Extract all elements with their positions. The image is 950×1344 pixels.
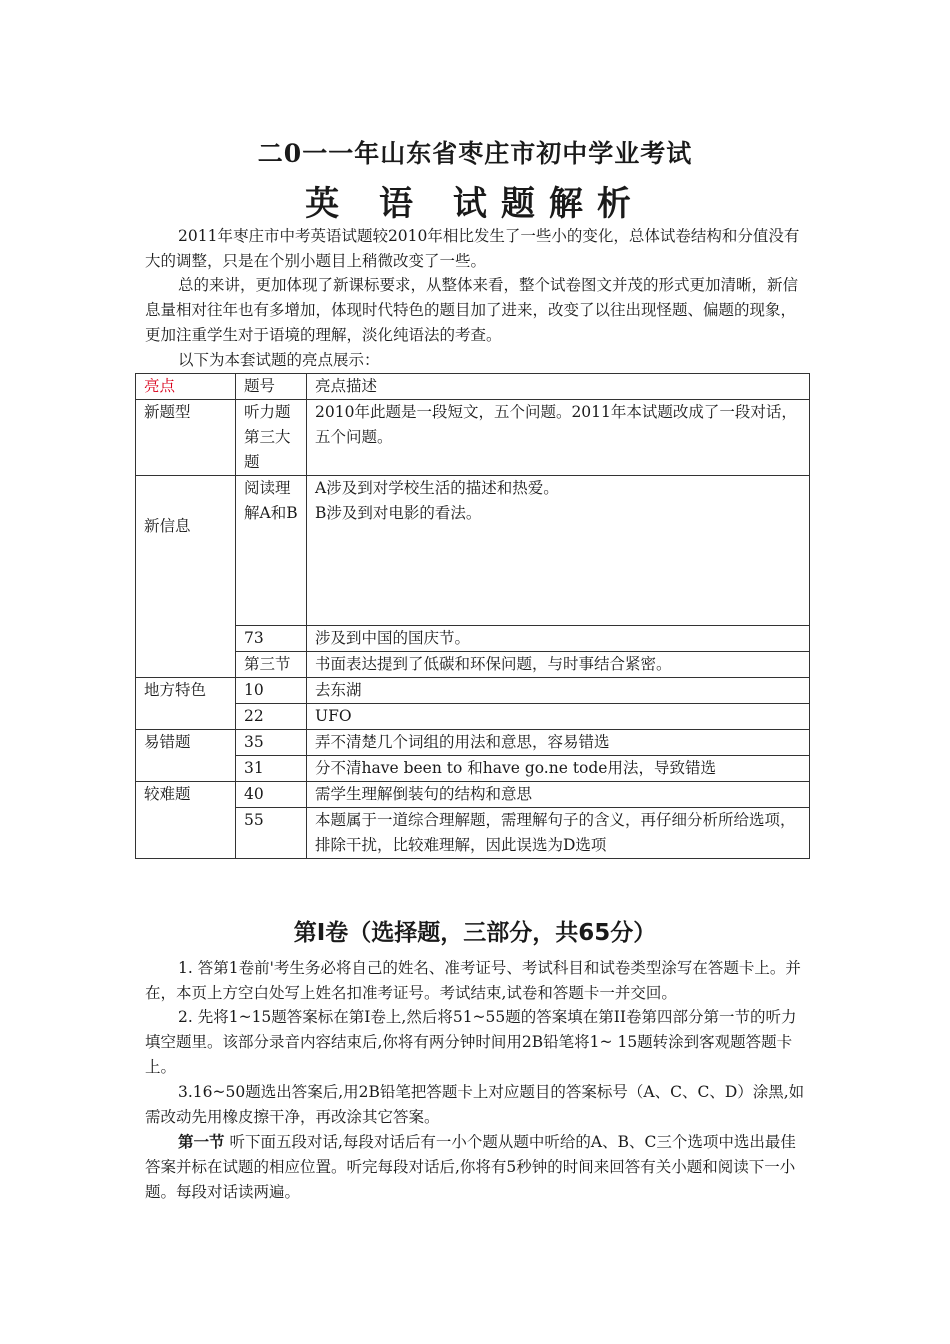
description-cell: UFO (307, 704, 810, 730)
description-cell: 去东湖 (307, 678, 810, 704)
category-cell: 易错题 (136, 730, 236, 782)
category-cell: 新题型 (136, 400, 236, 476)
document-subtitle: 英 语 试题解析 (305, 184, 645, 224)
instruction-3: 3.16~50题选出答案后,用2B铅笔把答题卡上对应题目的答案标号（A、C、C、D）涂黑,如需改动先用橡皮擦干净，再改涂其它答案。 (145, 1083, 805, 1126)
header-description: 亮点描述 (307, 374, 810, 400)
question-cell: 35 (236, 730, 307, 756)
part1-label: 第一节 (178, 1132, 225, 1151)
category-cell: 地方特色 (136, 678, 236, 730)
header-question: 题号 (236, 374, 307, 400)
description-cell: 本题属于一道综合理解题，需理解句子的含义，再仔细分析所给选项，排除干扰，比较难理解，因此误选为D选项 (307, 808, 810, 859)
table-row (136, 704, 810, 730)
table-row (136, 756, 810, 782)
description-line: A涉及到对学校生活的描述和热爱。 (315, 479, 559, 497)
description-cell: 分不清have been to 和have go.ne tode用法，导致错选 (307, 756, 810, 782)
description-line: B涉及到对电影的看法。 (315, 504, 482, 522)
question-cell: 55 (236, 808, 307, 859)
description-cell: 2010年此题是一段短文，五个问题。2011年本试题改成了一段对话，五个问题。 (307, 400, 810, 476)
description-cell: 需学生理解倒装句的结构和意思 (307, 782, 810, 808)
header-highlight: 亮点 (136, 374, 236, 400)
table-row (136, 652, 810, 678)
description-cell: 弄不清楚几个词组的用法和意思，容易错选 (307, 730, 810, 756)
category-cell: 新信息 (136, 476, 236, 678)
table-row (136, 626, 810, 652)
category-cell: 较难题 (136, 782, 236, 859)
table-header-row (136, 374, 810, 400)
instruction-2: 2. 先将1~15题答案标在第I卷上,然后将51~55题的答案填在第II卷第四部分第一节的听力填空题里。该部分录音内容结束后,你将有两分钟时间用2B铅笔将1~ 15题转涂到客观题答题卡上。 (145, 1008, 797, 1076)
part1-text: 听下面五段对话,每段对话后有一小个题从题中听给的A、B、C三个选项中选出最佳答案并标在试题的相应位置。听完每段对话后,你将有5秒钟的时间来回答有关小题和阅读下一小题。每段对话读两遍。 (145, 1133, 796, 1201)
question-cell: 第三节 (236, 652, 307, 678)
question-cell: 31 (236, 756, 307, 782)
table-row (136, 678, 810, 704)
instruction-1: 1. 答第1卷前'考生务必将自己的姓名、准考证号、考试科目和试卷类型涂写在答题卡上。并在，本页上方空白处写上姓名扣准考证号。考试结束,试卷和答题卡一并交回。 (145, 959, 801, 1002)
question-cell: 听力题第三大题 (236, 400, 307, 476)
description-cell (307, 476, 810, 626)
question-cell: 73 (236, 626, 307, 652)
intro-paragraph-3: 以下为本套试题的亮点展示： (178, 351, 380, 369)
description-cell: 涉及到中国的国庆节。 (307, 626, 810, 652)
document-title: 二0一一年山东省枣庄市初中学业考试 (257, 139, 693, 168)
question-cell: 阅读理解A和B (236, 476, 307, 626)
intro-paragraph-1: 2011年枣庄市中考英语试题较2010年相比发生了一些小的变化，总体试卷结构和分值没有大的调整，只是在个别小题目上稍微改变了一些。 (145, 227, 800, 270)
intro-paragraph-2: 总的来讲，更加体现了新课标要求，从整体来看，整个试卷图文并茂的形式更加清晰，新信息量相对往年也有多增加，体现时代特色的题目加了进来，改变了以往出现怪题、偏题的现象，更加注重学生对于语境的理解，淡化纯语法的考查。 (145, 276, 799, 344)
table-row (136, 782, 810, 808)
description-cell: 书面表达提到了低碳和环保问题，与时事结合紧密。 (307, 652, 810, 678)
table-row (136, 730, 810, 756)
table-row (136, 808, 810, 859)
question-cell: 22 (236, 704, 307, 730)
question-cell: 10 (236, 678, 307, 704)
question-cell: 40 (236, 782, 307, 808)
table-row (136, 400, 810, 476)
table-row (136, 476, 810, 626)
part1-instructions (145, 1129, 810, 1205)
highlight-table (135, 373, 810, 859)
section-title: 第Ⅰ卷（选择题，三部分，共65分） (293, 920, 657, 946)
